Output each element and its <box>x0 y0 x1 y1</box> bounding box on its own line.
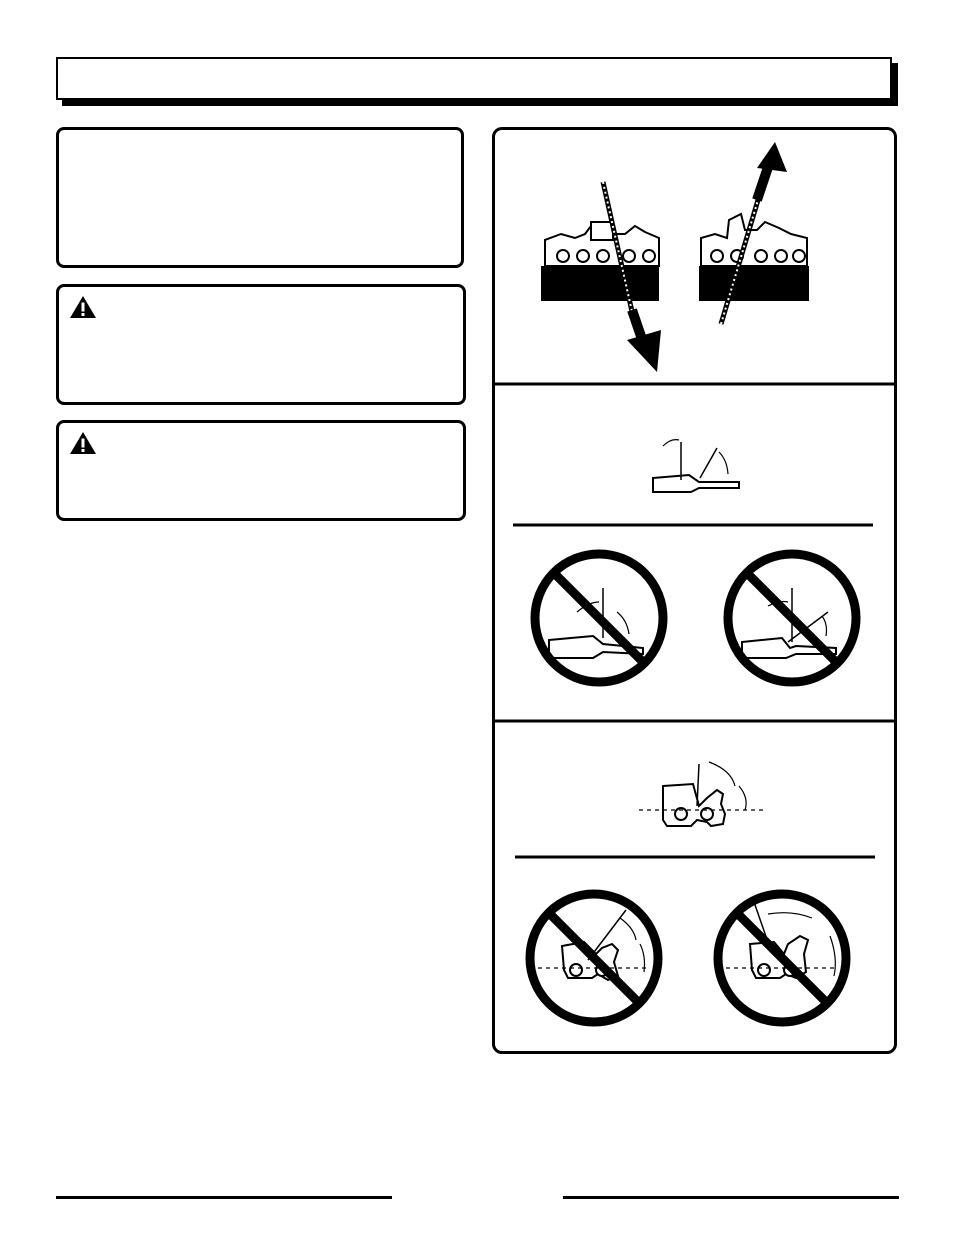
footer-rule-right <box>563 1196 899 1199</box>
prohibited-icon <box>535 554 663 682</box>
warning-triangle-icon <box>69 295 97 319</box>
cutter-tooth-icon <box>639 762 763 826</box>
prohibited-icon <box>728 554 856 682</box>
up-arrow-icon <box>757 142 787 200</box>
chain-segment-icon <box>699 214 809 301</box>
page-title-bar <box>56 57 892 100</box>
chain-sharpening-illustrations <box>495 130 894 1051</box>
cutter-tooth-icon <box>653 440 739 492</box>
note-box <box>56 127 464 268</box>
illustration-panel <box>492 127 897 1054</box>
warning-box-1 <box>56 284 466 405</box>
footer-rule-left <box>56 1196 392 1199</box>
down-arrow-icon <box>627 310 661 372</box>
warning-triangle-icon <box>69 431 97 455</box>
prohibited-icon <box>530 894 658 1022</box>
chain-segment-icon <box>541 222 659 301</box>
prohibited-icon <box>718 894 846 1022</box>
warning-box-2 <box>56 420 466 521</box>
